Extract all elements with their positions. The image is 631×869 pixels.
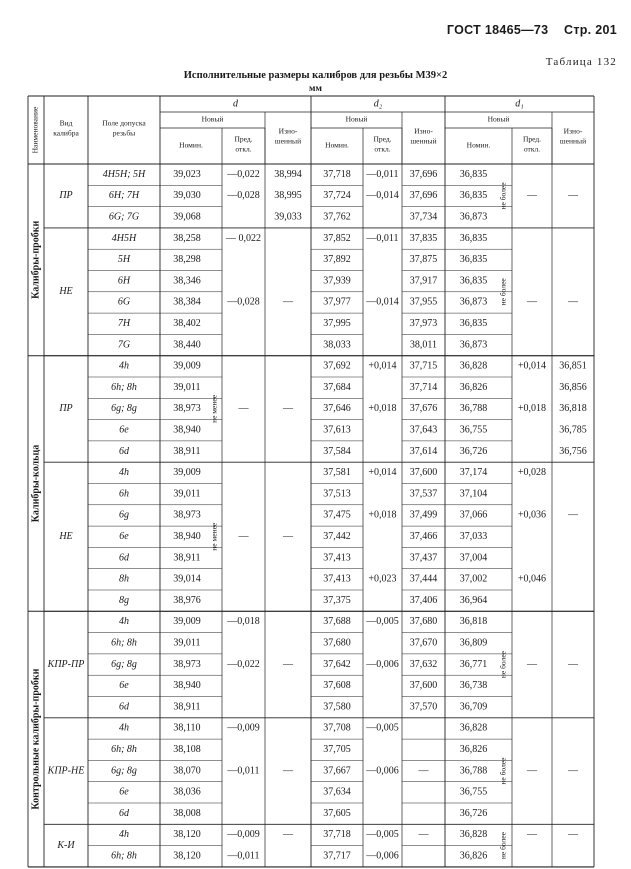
cell-d2-29: 37,634 xyxy=(323,786,351,798)
cell-d1-1: 36,835 xyxy=(459,190,488,202)
cell-d2-8: 38,033 xyxy=(323,339,351,351)
cell-tol-20: 8g xyxy=(119,594,129,606)
cell-d1-worn-11: 36,818 xyxy=(559,403,587,415)
cell-d-12: 38,940 xyxy=(173,424,201,436)
group-label-1: Калибры-кольца xyxy=(30,444,42,523)
kind-label-5: КПР-НЕ xyxy=(47,765,85,777)
cell-d1-3: 36,835 xyxy=(459,232,488,244)
cell-tol-11: 6g; 8g xyxy=(111,403,137,415)
cell-d-dev-28: —0,011 xyxy=(227,765,260,777)
cell-d2-worn-13: 37,614 xyxy=(409,445,438,457)
cell-tol-21: 4h xyxy=(119,616,129,628)
cell-d2-4: 37,892 xyxy=(323,254,351,266)
cell-d-dev-17: — xyxy=(238,531,249,543)
col-header-worn: Изно- xyxy=(563,126,583,136)
cell-d2-27: 37,705 xyxy=(323,744,351,756)
cell-d2-dev-31: —0,005 xyxy=(366,829,399,841)
cell-d-dev-3: — 0,022 xyxy=(226,232,261,244)
cell-d1-dev-23: — xyxy=(527,658,537,670)
cell-tol-31: 4h xyxy=(119,829,129,841)
unit-label: мм xyxy=(309,84,322,94)
col-header-worn-2: шенный xyxy=(559,136,587,146)
cell-d2-1: 37,724 xyxy=(323,190,351,202)
cell-d-18: 38,911 xyxy=(173,552,201,564)
col-header-dev: Пред. xyxy=(373,134,392,144)
cell-d2-18: 37,413 xyxy=(323,552,351,564)
cell-d2-25: 37,580 xyxy=(323,701,351,713)
cell-d-22: 39,011 xyxy=(173,637,201,649)
cell-tol-8: 7G xyxy=(117,339,131,351)
cell-d2-dev-9: +0,014 xyxy=(368,360,397,372)
qualifier-d-2: не менее xyxy=(209,394,219,423)
cell-tol-27: 6h; 8h xyxy=(111,744,137,756)
cell-d-3: 38,258 xyxy=(173,232,201,244)
cell-d-26: 38,110 xyxy=(173,722,201,734)
cell-tol-6: 6G xyxy=(117,296,131,308)
cell-d2-worn-16: 37,499 xyxy=(409,509,438,521)
cell-d-27: 38,108 xyxy=(173,744,201,756)
cell-d2-worn-22: 37,670 xyxy=(409,637,438,649)
cell-d2-20: 37,375 xyxy=(323,594,351,606)
cell-d-dev-1: —0,028 xyxy=(227,190,260,202)
cell-tol-17: 6e xyxy=(119,531,129,543)
cell-tol-3: 4H5H xyxy=(111,232,137,244)
cell-tol-15: 6h xyxy=(119,488,129,500)
kind-label-6: К-И xyxy=(57,839,75,851)
qualifier-d1-4: не более xyxy=(498,651,508,679)
cell-d2-worn-24: 37,600 xyxy=(409,680,438,692)
cell-d-worn-28: — xyxy=(283,765,293,777)
cell-d1-15: 37,104 xyxy=(459,488,488,500)
cell-d2-10: 37,684 xyxy=(323,381,351,393)
cell-d-13: 38,911 xyxy=(173,445,201,457)
cell-d-worn-17: — xyxy=(283,531,293,543)
cell-tol-25: 6d xyxy=(119,701,129,713)
col-header-dev-2: откл. xyxy=(235,144,252,154)
cell-d1-9: 36,828 xyxy=(459,360,488,372)
qualifier-d1-0: не более xyxy=(498,182,508,210)
cell-d-2: 39,068 xyxy=(173,211,201,223)
cell-d2-12: 37,613 xyxy=(323,424,351,436)
cell-d-24: 38,940 xyxy=(173,680,201,692)
cell-d2-dev-0: —0,011 xyxy=(366,168,399,180)
cell-d-20: 38,976 xyxy=(173,594,201,606)
cell-d1-dev-1: — xyxy=(527,190,537,202)
col-header-new: Новый xyxy=(487,114,510,124)
cell-d-dev-0: —0,022 xyxy=(227,168,260,180)
cell-d1-31: 36,828 xyxy=(459,829,488,841)
cell-d2-worn-1: 37,696 xyxy=(409,190,438,202)
cell-d-32: 38,120 xyxy=(173,850,201,862)
cell-d1-21: 36,818 xyxy=(459,616,488,628)
cell-d2-dev-28: —0,006 xyxy=(366,765,399,777)
cell-d2-26: 37,708 xyxy=(323,722,351,734)
cell-d2-dev-1: —0,014 xyxy=(366,190,399,202)
cell-d-1: 39,030 xyxy=(173,190,201,202)
cell-d1-27: 36,826 xyxy=(459,744,488,756)
cell-d2-15: 37,513 xyxy=(323,488,351,500)
cell-d1-worn-13: 36,756 xyxy=(559,445,587,457)
cell-d2-11: 37,646 xyxy=(323,403,351,415)
cell-d1-12: 36,755 xyxy=(459,424,488,436)
cell-d2-dev-19: +0,023 xyxy=(368,573,397,585)
cell-d2-worn-8: 38,011 xyxy=(409,339,438,351)
cell-d2-worn-4: 37,875 xyxy=(409,254,438,266)
col-header-d2: d₂ xyxy=(373,98,383,110)
cell-d1-32: 36,826 xyxy=(459,850,488,862)
cell-d-10: 39,011 xyxy=(173,381,201,393)
kind-label-2: ПР xyxy=(59,403,73,415)
cell-d1-23: 36,771 xyxy=(459,658,488,670)
cell-d1-worn-16: — xyxy=(568,509,578,521)
cell-d1-0: 36,835 xyxy=(459,168,488,180)
cell-d1-worn-28: — xyxy=(568,765,578,777)
cell-d-dev-21: —0,018 xyxy=(227,616,260,628)
cell-d1-25: 36,709 xyxy=(459,701,488,713)
cell-d1-7: 36,835 xyxy=(459,318,488,330)
cell-d2-16: 37,475 xyxy=(323,509,351,521)
cell-tol-12: 6e xyxy=(119,424,129,436)
cell-d1-dev-31: — xyxy=(527,829,537,841)
cell-d1-worn-12: 36,785 xyxy=(559,424,587,436)
col-header-worn: Изно- xyxy=(278,126,298,136)
cell-d2-dev-26: —0,005 xyxy=(366,722,399,734)
cell-d-worn-6: — xyxy=(283,296,293,308)
cell-d-23: 38,973 xyxy=(173,658,201,670)
cell-d2-worn-31: — xyxy=(418,829,429,841)
cell-d2-worn-5: 37,917 xyxy=(409,275,438,287)
col-header-d1: d₁ xyxy=(515,98,524,110)
cell-d1-worn-6: — xyxy=(568,296,578,308)
cell-d1-worn-1: — xyxy=(568,190,578,202)
cell-d2-worn-0: 37,696 xyxy=(409,168,438,180)
cell-tol-14: 4h xyxy=(119,467,129,479)
cell-d1-worn-31: — xyxy=(568,829,578,841)
cell-d2-19: 37,413 xyxy=(323,573,351,585)
cell-d-16: 38,973 xyxy=(173,509,201,521)
cell-tol-32: 6h; 8h xyxy=(111,850,137,862)
cell-d1-10: 36,826 xyxy=(459,381,488,393)
cell-d1-24: 36,738 xyxy=(459,680,488,692)
cell-d2-worn-14: 37,600 xyxy=(409,467,438,479)
cell-d-15: 39,011 xyxy=(173,488,201,500)
cell-tol-24: 6e xyxy=(119,680,129,692)
cell-d2-28: 37,667 xyxy=(323,765,351,777)
cell-tol-0: 4H5H; 5H xyxy=(102,168,146,180)
cell-d-28: 38,070 xyxy=(173,765,201,777)
cell-d1-19: 37,002 xyxy=(459,573,488,585)
cell-d2-worn-2: 37,734 xyxy=(409,211,438,223)
cell-d2-worn-6: 37,955 xyxy=(409,296,438,308)
cell-d2-13: 37,584 xyxy=(323,445,351,457)
cell-tol-22: 6h; 8h xyxy=(111,637,137,649)
cell-d2-worn-21: 37,680 xyxy=(409,616,438,628)
cell-d1-22: 36,809 xyxy=(459,637,488,649)
cell-d1-dev-6: — xyxy=(527,296,537,308)
cell-d1-11: 36,788 xyxy=(459,403,488,415)
cell-d2-dev-21: —0,005 xyxy=(366,616,399,628)
col-header-tol: Поле допуска xyxy=(102,118,146,128)
cell-d2-worn-28: — xyxy=(418,765,429,777)
cell-d-dev-11: — xyxy=(238,403,249,415)
cell-d1-4: 36,835 xyxy=(459,254,488,266)
cell-d-worn-1: 38,995 xyxy=(274,190,302,202)
cell-d2-worn-23: 37,632 xyxy=(409,658,438,670)
group-label-0: Калибры-пробки xyxy=(30,220,42,299)
cell-d-17: 38,940 xyxy=(173,531,201,543)
cell-d2-worn-25: 37,570 xyxy=(409,701,438,713)
cell-d1-worn-10: 36,856 xyxy=(559,381,587,393)
cell-d1-dev-11: +0,018 xyxy=(517,403,547,415)
cell-d2-worn-17: 37,466 xyxy=(409,531,438,543)
cell-tol-23: 6g; 8g xyxy=(111,658,137,670)
cell-d2-3: 37,852 xyxy=(323,232,351,244)
cell-d-8: 38,440 xyxy=(173,339,201,351)
cell-d2-2: 37,762 xyxy=(323,211,351,223)
cell-d1-5: 36,835 xyxy=(459,275,488,287)
cell-d2-worn-9: 37,715 xyxy=(409,360,438,372)
qualifier-d1-5: не более xyxy=(498,757,508,785)
kind-label-4: КПР-ПР xyxy=(47,658,85,670)
cell-d-worn-2: 39,033 xyxy=(274,211,302,223)
cell-d2-6: 37,977 xyxy=(323,296,351,308)
cell-d1-dev-28: — xyxy=(527,765,537,777)
col-header-new: Новый xyxy=(345,114,368,124)
cell-d-dev-23: —0,022 xyxy=(227,658,260,670)
col-header-nom: Номин. xyxy=(325,140,349,150)
cell-d-5: 38,346 xyxy=(173,275,201,287)
cell-d1-16: 37,066 xyxy=(459,509,488,521)
col-header-dev-2: откл. xyxy=(374,144,391,154)
cell-d-6: 38,384 xyxy=(173,296,201,308)
col-header-dev: Пред. xyxy=(522,134,542,144)
cell-d1-18: 37,004 xyxy=(459,552,488,564)
cell-tol-4: 5H xyxy=(117,254,131,266)
cell-d1-6: 36,873 xyxy=(459,296,488,308)
kind-label-1: НЕ xyxy=(59,286,73,298)
col-header-nom: Номин. xyxy=(179,140,203,150)
cell-d-worn-11: — xyxy=(283,403,293,415)
cell-d2-worn-11: 37,676 xyxy=(409,403,438,415)
qualifier-d-3: не менее xyxy=(209,522,219,551)
cell-d1-worn-9: 36,851 xyxy=(559,360,587,372)
col-header-new: Новый xyxy=(201,114,224,124)
cell-d1-17: 37,033 xyxy=(459,531,488,543)
col-header-worn-2: шенный xyxy=(274,136,302,146)
qualifier-d1-6: не более xyxy=(498,832,508,860)
cell-d-14: 39,009 xyxy=(173,467,201,479)
cell-d2-24: 37,608 xyxy=(323,680,351,692)
cell-tol-19: 8h xyxy=(119,573,129,585)
cell-d1-30: 36,726 xyxy=(459,807,488,819)
cell-d-19: 39,014 xyxy=(173,573,201,585)
cell-d2-0: 37,718 xyxy=(323,168,351,180)
cell-tol-28: 6g; 8g xyxy=(111,765,137,777)
cell-tol-9: 4h xyxy=(119,360,129,372)
cell-d1-26: 36,828 xyxy=(459,722,488,734)
cell-d1-8: 36,873 xyxy=(459,339,488,351)
cell-tol-2: 6G; 7G xyxy=(108,211,140,223)
cell-d-30: 38,008 xyxy=(173,807,201,819)
cell-d2-dev-16: +0,018 xyxy=(368,509,397,521)
cell-d-worn-0: 38,994 xyxy=(274,168,302,180)
cell-d2-worn-19: 37,444 xyxy=(409,573,438,585)
page-number: Стр. 201 xyxy=(564,23,617,37)
cell-d2-dev-32: —0,006 xyxy=(366,850,399,862)
cell-d2-dev-23: —0,006 xyxy=(366,658,399,670)
cell-d2-14: 37,581 xyxy=(323,467,351,479)
cell-d-worn-23: — xyxy=(283,658,293,670)
cell-tol-7: 7H xyxy=(117,318,131,330)
cell-d-dev-31: —0,009 xyxy=(227,829,260,841)
col-header-d: d xyxy=(233,98,238,110)
cell-d-25: 38,911 xyxy=(173,701,201,713)
cell-d2-17: 37,442 xyxy=(323,531,351,543)
cell-d2-worn-20: 37,406 xyxy=(409,594,438,606)
cell-d1-14: 37,174 xyxy=(459,467,488,479)
cell-d1-28: 36,788 xyxy=(459,765,488,777)
cell-d2-worn-12: 37,643 xyxy=(409,424,438,436)
cell-d2-30: 37,605 xyxy=(323,807,351,819)
cell-tol-5: 6H xyxy=(117,275,131,287)
cell-d-dev-26: —0,009 xyxy=(227,722,260,734)
cell-d2-worn-7: 37,973 xyxy=(409,318,438,330)
cell-d-0: 39,023 xyxy=(173,168,201,180)
cell-d-worn-31: — xyxy=(283,829,293,841)
cell-d2-22: 37,680 xyxy=(323,637,351,649)
cell-tol-10: 6h; 8h xyxy=(111,381,137,393)
cell-d2-worn-18: 37,437 xyxy=(409,552,438,564)
cell-d2-worn-15: 37,537 xyxy=(409,488,438,500)
cell-d-9: 39,009 xyxy=(173,360,201,372)
cell-d2-9: 37,692 xyxy=(323,360,351,372)
cell-tol-16: 6g xyxy=(119,509,129,521)
cell-tol-26: 4h xyxy=(119,722,129,734)
cell-d-29: 38,036 xyxy=(173,786,201,798)
cell-tol-30: 6d xyxy=(119,807,129,819)
cell-tol-13: 6d xyxy=(119,445,129,457)
cell-d-7: 38,402 xyxy=(173,318,201,330)
cell-d-11: 38,973 xyxy=(173,403,201,415)
col-header-name: Наименование xyxy=(30,106,40,154)
col-header-worn: Изно- xyxy=(414,126,433,136)
cell-d2-dev-14: +0,014 xyxy=(368,467,397,479)
cell-d1-20: 36,964 xyxy=(459,594,488,606)
cell-d1-dev-14: +0,028 xyxy=(517,467,547,479)
kind-label-0: ПР xyxy=(59,190,73,202)
qualifier-d1-1: не более xyxy=(498,278,508,306)
group-label-2: Контрольные калибры-пробки xyxy=(30,668,42,810)
cell-d2-dev-11: +0,018 xyxy=(368,403,397,415)
cell-tol-18: 6d xyxy=(119,552,129,564)
kind-label-3: НЕ xyxy=(59,531,73,543)
cell-d2-32: 37,717 xyxy=(323,850,351,862)
table-number: Таблица 132 xyxy=(545,56,617,68)
col-header-kind-2: калибра xyxy=(53,128,79,138)
cell-d2-worn-3: 37,835 xyxy=(409,232,438,244)
cell-d1-13: 36,726 xyxy=(459,445,488,457)
cell-d-dev-6: —0,028 xyxy=(227,296,260,308)
table-title: Исполнительные размеры калибров для резьбы M39×2 xyxy=(183,70,448,81)
col-header-dev-2: откл. xyxy=(523,144,541,154)
cell-d1-dev-9: +0,014 xyxy=(517,360,547,372)
col-header-worn-2: шенный xyxy=(410,136,437,146)
cell-d2-7: 37,995 xyxy=(323,318,351,330)
cell-d2-worn-10: 37,714 xyxy=(409,381,438,393)
cell-tol-29: 6e xyxy=(119,786,129,798)
cell-d2-21: 37,688 xyxy=(323,616,351,628)
cell-d-dev-32: —0,011 xyxy=(227,850,260,862)
cell-tol-1: 6H; 7H xyxy=(108,190,140,202)
cell-d2-dev-6: —0,014 xyxy=(366,296,399,308)
cell-d-4: 38,298 xyxy=(173,254,201,266)
col-header-kind: Вид xyxy=(59,118,73,128)
cell-d-21: 39,009 xyxy=(173,616,201,628)
cell-d2-31: 37,718 xyxy=(323,829,351,841)
col-header-nom: Номин. xyxy=(466,140,491,150)
cell-d1-worn-23: — xyxy=(568,658,578,670)
cell-d2-5: 37,939 xyxy=(323,275,351,287)
cell-d1-dev-16: +0,036 xyxy=(517,509,547,521)
cell-d2-dev-3: —0,011 xyxy=(366,232,399,244)
cell-d1-dev-19: +0,046 xyxy=(517,573,547,585)
col-header-tol-2: резьбы xyxy=(112,128,136,138)
cell-d2-23: 37,642 xyxy=(323,658,351,670)
col-header-dev: Пред. xyxy=(234,134,253,144)
cell-d-31: 38,120 xyxy=(173,829,201,841)
cell-d1-2: 36,873 xyxy=(459,211,488,223)
cell-d1-29: 36,755 xyxy=(459,786,488,798)
standard-number: ГОСТ 18465—73 xyxy=(446,23,549,37)
